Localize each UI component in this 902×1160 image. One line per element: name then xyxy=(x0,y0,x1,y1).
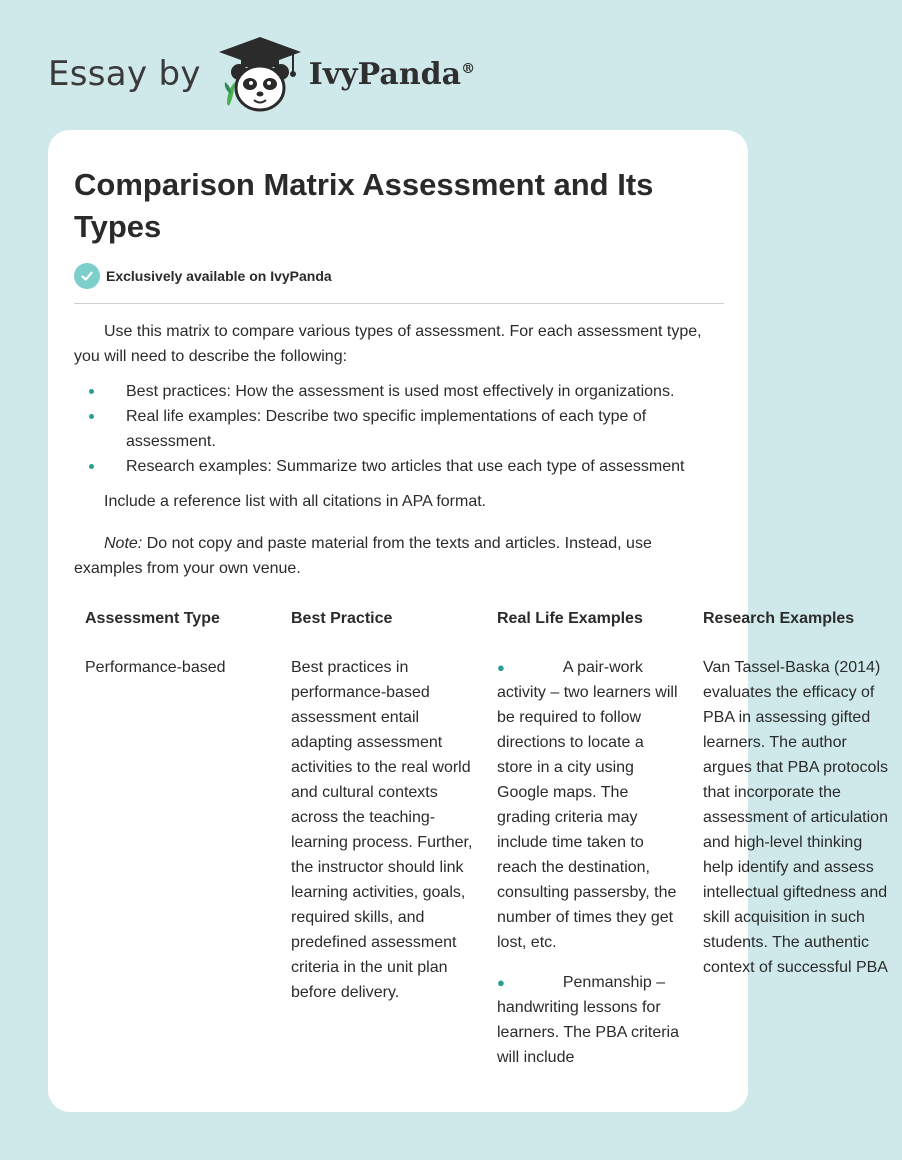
panda-graduate-icon[interactable] xyxy=(217,34,303,114)
list-item: Research examples: Summarize two articles that use each type of assessment xyxy=(74,454,714,479)
site-header xyxy=(48,34,475,114)
note-text: Do not copy and paste material from the texts and articles. Instead, use examples from your own venue. xyxy=(74,535,652,577)
column-header: Best Practice xyxy=(291,610,393,627)
best-practice-cell: Best practices in performance-based assessment entail adapting assessment activities to the real world and cultural contexts across the teaching-learning process. Further, the instructor should link learning activities, goals, required skills, and predefined assessment criteria in the unit plan before delivery. xyxy=(291,659,473,1001)
page-title: Comparison Matrix Assessment and Its Types xyxy=(74,167,654,244)
list-item: ● Penmanship – handwriting lessons for learners. The PBA criteria will include xyxy=(497,974,680,1066)
real-life-examples-cell xyxy=(486,647,692,1093)
reference-paragraph: Include a reference list with all citations in APA format. xyxy=(104,493,487,510)
note-label: Note: xyxy=(104,535,143,552)
essay-by-label: Essay by xyxy=(48,54,201,94)
table-row xyxy=(74,647,902,1093)
column-header: Real Life Examples xyxy=(497,610,643,627)
essay-body xyxy=(74,319,714,581)
comparison-matrix xyxy=(74,598,902,1093)
column-header: Assessment Type xyxy=(85,610,220,627)
check-circle-icon xyxy=(74,263,100,289)
list-item: Best practices: How the assessment is used most effectively in organizations. xyxy=(74,379,714,404)
bullet-icon: ● xyxy=(497,660,505,675)
list-item: ● A pair-work activity – two learners will be required to follow directions to locate a store in a city using Google maps. The grading criteria may include time taken to reach the destination, consulting passersby, the number of times they get lost, etc. xyxy=(497,659,678,951)
column-header: Research Examples xyxy=(703,610,855,627)
list-item: Real life examples: Describe two specific implementations of each type of assessment. xyxy=(74,404,714,454)
badge-text: Exclusively available on IvyPanda xyxy=(106,268,332,284)
brand-name[interactable]: IvyPanda® xyxy=(308,56,476,92)
table-header-row xyxy=(74,598,902,647)
research-examples-cell: Van Tassel-Baska (2014) evaluates the efficacy of PBA in assessing gifted learners. The author argues that PBA protocols that incorporate the assessment of articulation and high-level thinking help identify and assess intellectual giftedness and skill acquisition in such students. The authentic context of successful PBA xyxy=(703,659,888,976)
assessment-type-cell: Performance-based xyxy=(85,659,226,676)
essay-card xyxy=(48,130,888,1112)
intro-paragraph: Use this matrix to compare various types of assessment. For each assessment type, you will need to describe the following: xyxy=(74,323,702,365)
requirements-list xyxy=(74,379,714,479)
exclusive-badge xyxy=(74,263,332,289)
bullet-icon: ● xyxy=(497,975,505,990)
note-paragraph xyxy=(74,531,714,581)
divider xyxy=(74,303,724,304)
